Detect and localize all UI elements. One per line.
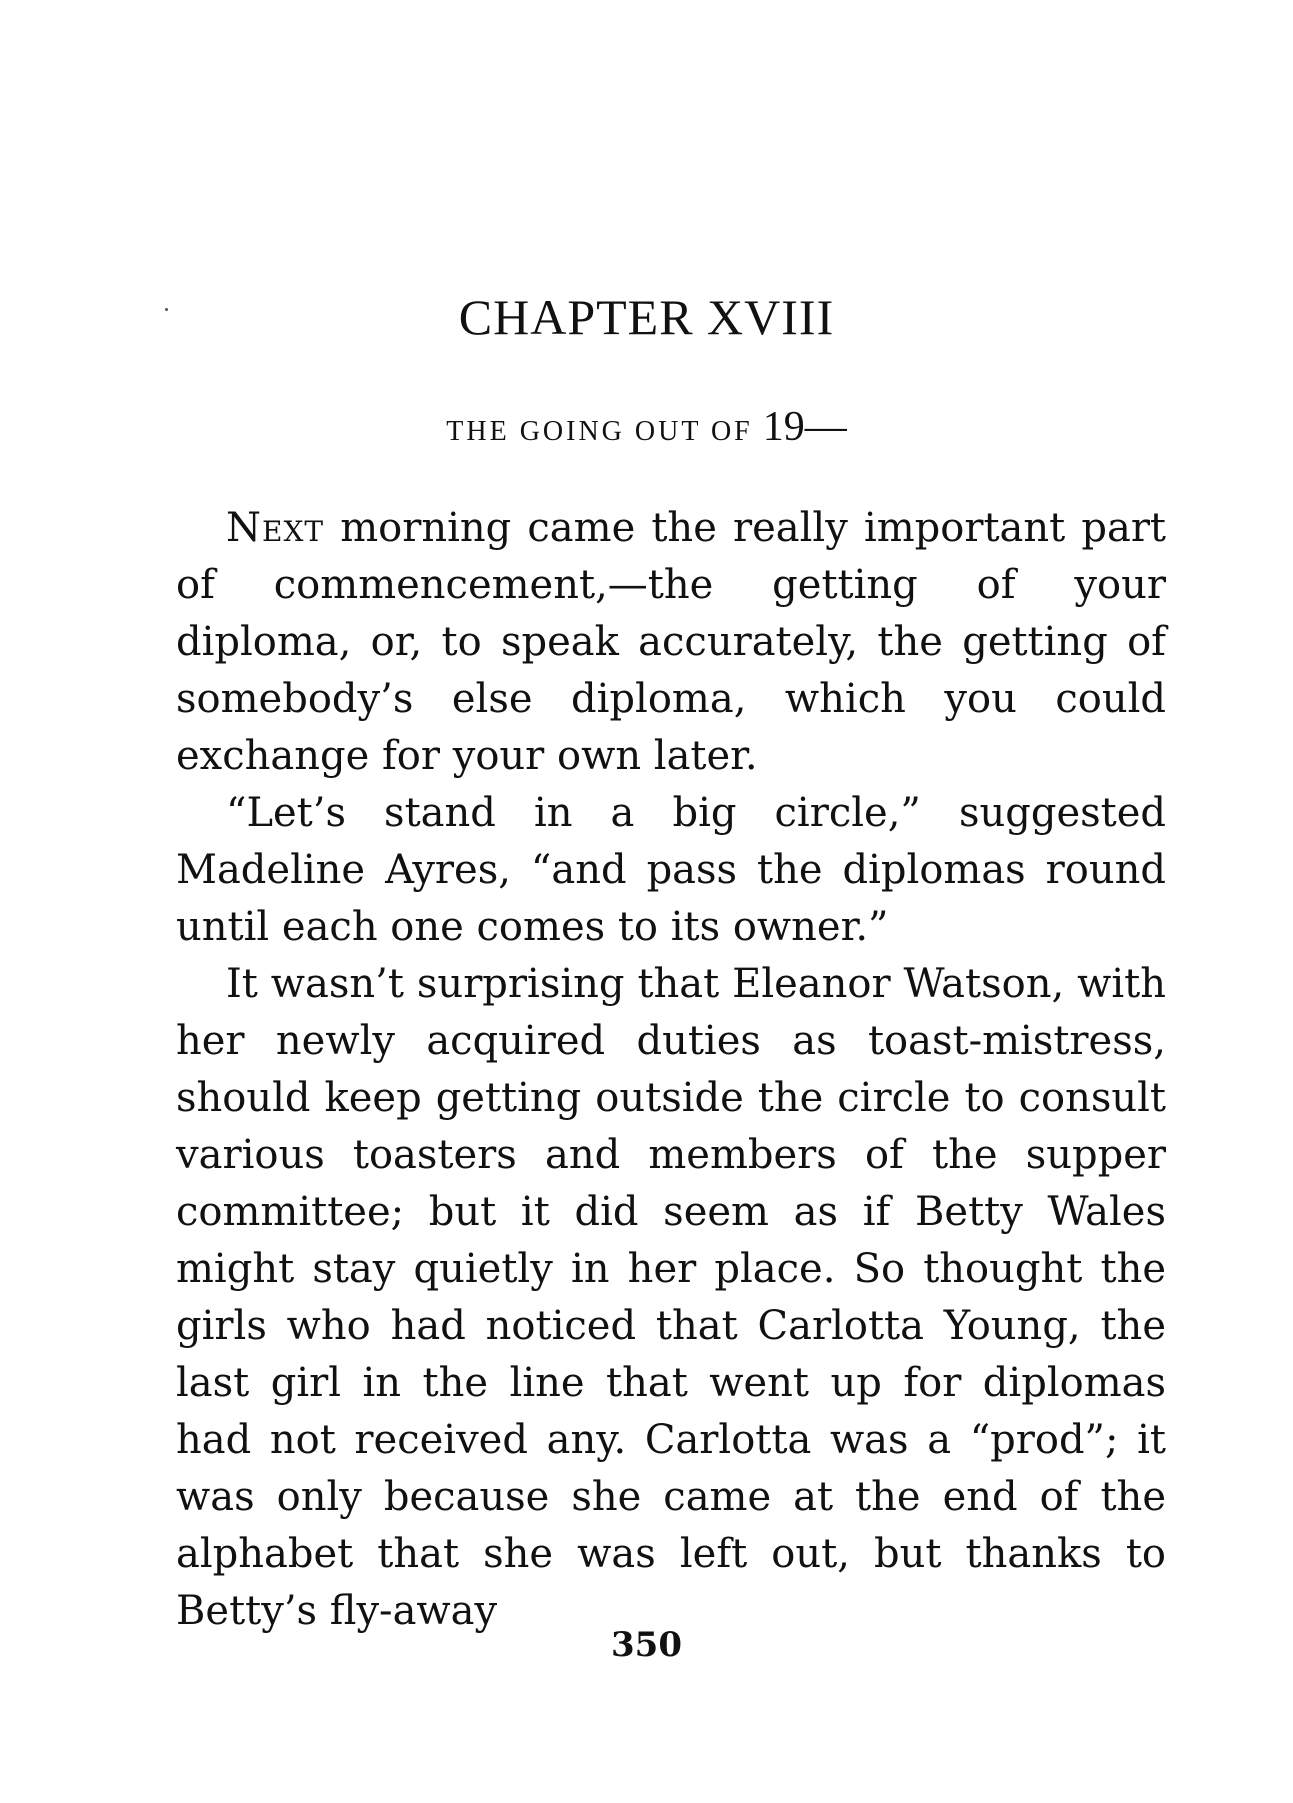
body-text	[176, 500, 1166, 1640]
paragraph-3: It wasn’t surprising that Eleanor Watson, with her newly acquired duties as toast-mistress, should keep getting outside the circle to consult various toasters and members of the supper committee; but it did seem as if Betty Wales might stay quietly in her place. So thought the girls who had noticed that Carlotta Young, the last girl in the line that went up for diplomas had not received any. Carlotta was a “prod”; it was only because she came at the end of the alphabet that she was left out, but thanks to Betty’s fly-away	[176, 961, 1166, 1634]
paragraph-1-text: morning came the really important part of commencement,—the getting of your diploma, or, to speak accurately, the getting of somebody’s else diploma, which you could exchange for your own later.	[176, 505, 1167, 779]
chapter-subtitle-text: THE GOING OUT OF	[446, 416, 753, 447]
page-number: 350	[611, 1625, 682, 1665]
paragraph-1	[176, 500, 1166, 785]
chapter-subtitle-number: 19—	[762, 404, 847, 450]
paragraph-1-lead: Next	[226, 505, 325, 551]
chapter-subtitle	[0, 406, 1293, 448]
chapter-title: CHAPTER XVIII	[458, 289, 835, 345]
paragraph-2: “Let’s stand in a big circle,” suggested Madeline Ayres, “and pass the diplomas round until each one comes to its owner.”	[176, 790, 1166, 950]
